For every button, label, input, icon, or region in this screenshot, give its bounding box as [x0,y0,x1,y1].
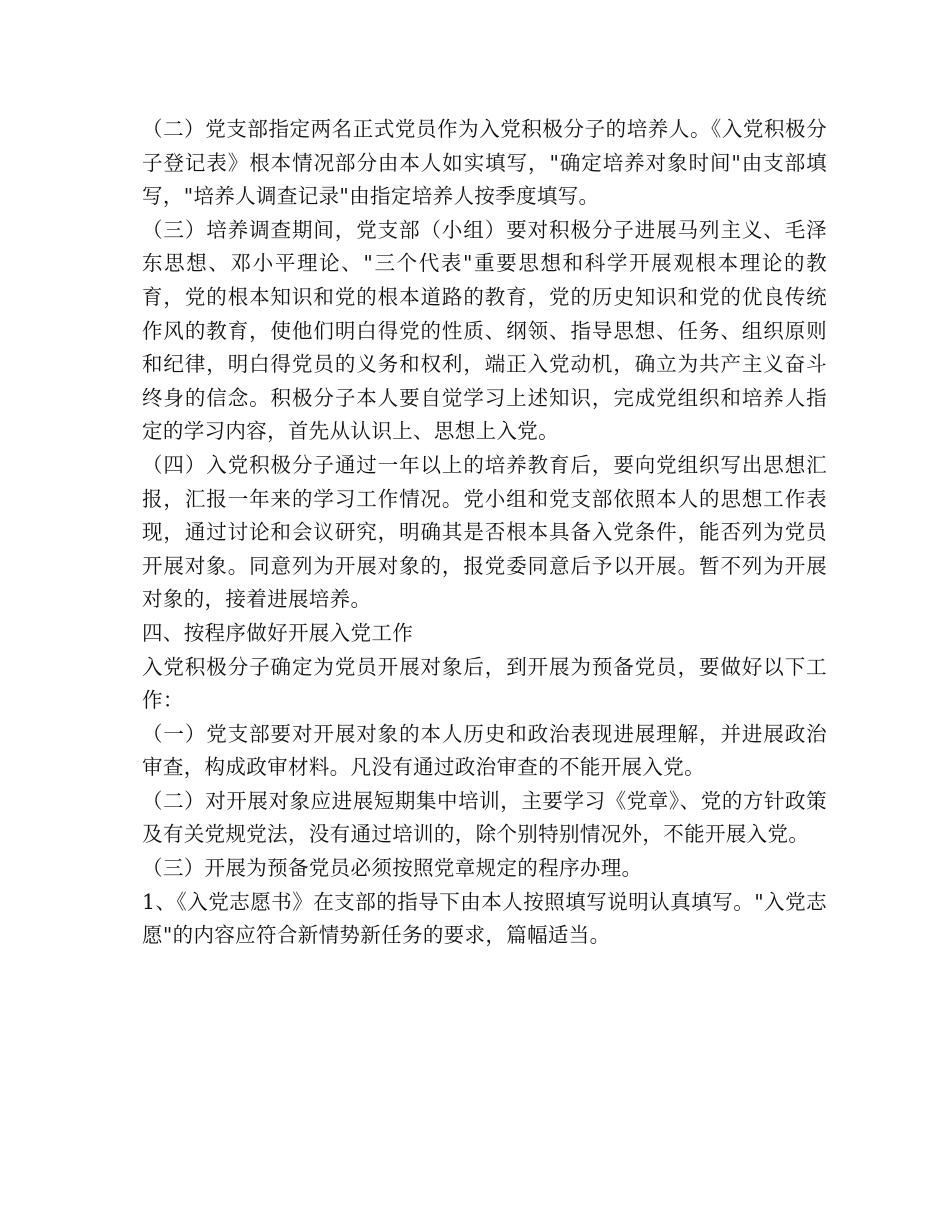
paragraph-development-intro: 入党积极分子确定为党员开展对象后，到开展为预备党员，要做好以下工作： [142,654,827,713]
paragraph-political-review: （一）党支部要对开展对象的本人历史和政治表现进展理解，并进展政治审查，构成政审材料。凡没有通过政治审查的不能开展入党。 [142,721,827,780]
paragraph-application-form: 1、《入党志愿书》在支部的指导下由本人按照填写说明认真填写。"入党志愿"的内容应符合新情势新任务的要求，篇幅适当。 [142,889,827,948]
document-body [142,113,827,953]
section-heading-procedure: 四、按程序做好开展入党工作 [142,620,414,645]
paragraph-procedure-rule: （三）开展为预备党员必须按照党章规定的程序办理。 [142,856,643,881]
paragraph-training-education: （三）培养调查期间，党支部（小组）要对积极分子进展马列主义、毛泽东思想、邓小平理论、"三个代表"重要思想和科学开展观根本理论的教育，党的根本知识和党的根本道路的教育，党的历史知识和党的优良传统作风的教育，使他们明白得党的性质、纲领、指导思想、任务、组织原则和纪律，明白得党员的义务和权利，端正入党动机，确立为共产主义奋斗终身的信念。积极分子本人要自觉学习上述知识，完成党组织和培养人指定的学习内容，首先从认识上、思想上入党。 [142,217,827,444]
paragraph-training-sponsors: （二）党支部指定两名正式党员作为入党积极分子的培养人。《入党积极分子登记表》根本情况部分由本人如实填写，"确定培养对象时间"由支部填写，"培养人调查记录"由指定培养人按季度填写。 [142,117,827,209]
paragraph-short-training: （二）对开展对象应进展短期集中培训，主要学习《党章》、党的方针政策及有关党规党法，没有通过培训的，除个别特别情况外，不能开展入党。 [142,788,827,847]
paragraph-thought-report: （四）入党积极分子通过一年以上的培养教育后，要向党组织写出思想汇报，汇报一年来的学习工作情况。党小组和党支部依照本人的思想工作表现，通过讨论和会议研究，明确其是否根本具备入党条件，能否列为党员开展对象。同意列为开展对象的，报党委同意后予以开展。暂不列为开展对象的，接着进展培养。 [142,452,827,612]
